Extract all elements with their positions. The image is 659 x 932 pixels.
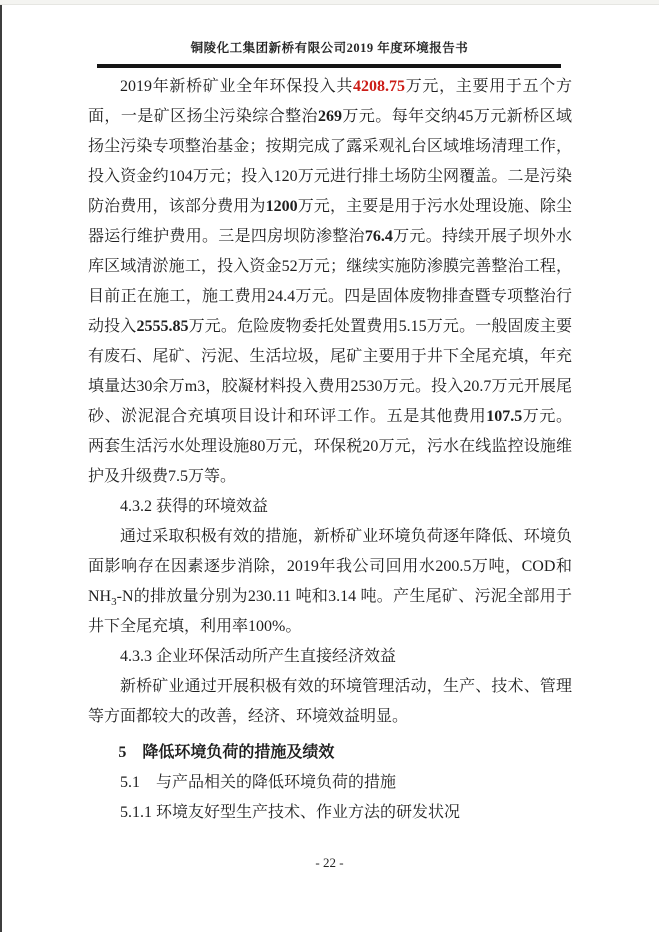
highlight-pollution-control-cost: 1200	[265, 198, 298, 215]
text-run: 万元。危险废物委托处置费用5.15万元。一般固废主要有废石、尾矿、污泥、生活垃圾，尾矿主要用于井下全尾充填，年充填量达30余万m3，胶凝材料投入费用2530万元。投入20.7万元开展尾砂、淤泥混合充填项目设计和环评工作。五是其他费用	[88, 318, 572, 425]
page-footer	[0, 855, 659, 871]
text-run: 万元，主要用于五个方面，一是矿区扬尘污染综合整治	[88, 78, 572, 125]
text-run: 通过采取积极有效的措施，新桥矿业环境负荷逐年降低、环境负面影响存在因素逐步消除，2019年我公司回用水200.5万吨，COD和NH	[88, 528, 572, 605]
heading-5-1: 5.1 与产品相关的降低环境负荷的措施	[120, 774, 397, 791]
highlight-other-cost: 107.5	[486, 408, 523, 425]
heading-5-1-1: 5.1.1 环境友好型生产技术、作业方法的研发状况	[120, 804, 461, 821]
text-run: -N的排放量分别为230.11 吨和3.14 吨。产生尾矿、污泥全部用于井下全尾充填，利用率100%。	[88, 588, 572, 635]
heading-5: 5 降低环境负荷的措施及绩效	[118, 744, 335, 761]
highlight-solid-waste-cost: 2555.85	[136, 318, 189, 335]
text-run: 2019年新桥矿业全年环保投入共	[120, 78, 354, 95]
highlight-seepage-control-cost: 76.4	[364, 228, 393, 245]
heading-4-3-3: 4.3.3 企业环保活动所产生直接经济效益	[120, 648, 397, 665]
text-run: 万元。每年交纳45万元新桥区域扬尘污染专项整治基金；按期完成了露采观礼台区域堆场清理工作，投入资金约104万元；投入120万元进行排土场防尘网覆盖。二是污染防治费用，该部分费用为	[88, 108, 572, 215]
page-top-edge	[0, 0, 659, 5]
document-content	[88, 72, 572, 828]
page-left-border	[0, 0, 2, 932]
text-run: 万元，主要是用于污水处理设施、除尘器运行维护费用。三是四房坝防渗整治	[88, 198, 572, 245]
highlight-total-investment: 4208.75	[353, 78, 406, 95]
chemical-subscript: 3	[111, 596, 117, 609]
header-title: 铜陵化工集团新桥有限公司2019 年度环境报告书	[190, 41, 469, 55]
heading-4-3-2: 4.3.2 获得的环境效益	[120, 498, 269, 515]
text-run: 万元。持续开展子坝外水库区域清淤施工，投入资金52万元；继续实施防渗膜完善整治工程，目前正在施工，施工费用24.4万元。四是固体废物排查暨专项整治行动投入	[88, 228, 572, 335]
header-rule	[97, 64, 561, 68]
page-header	[0, 38, 659, 56]
paragraph-investment-overview	[88, 72, 572, 492]
paragraph-environmental-benefits	[88, 522, 572, 642]
highlight-dust-control-cost: 269	[318, 108, 342, 125]
text-run: 万元。两套生活污水处理设施80万元，环保税20万元，污水在线监控设施维护及升级费7.5万等。	[88, 408, 572, 485]
paragraph-economic-benefits: 新桥矿业通过开展积极有效的环境管理活动，生产、技术、管理等方面都较大的改善，经济、环境效益明显。	[88, 678, 572, 725]
page-number: - 22 -	[315, 855, 344, 870]
